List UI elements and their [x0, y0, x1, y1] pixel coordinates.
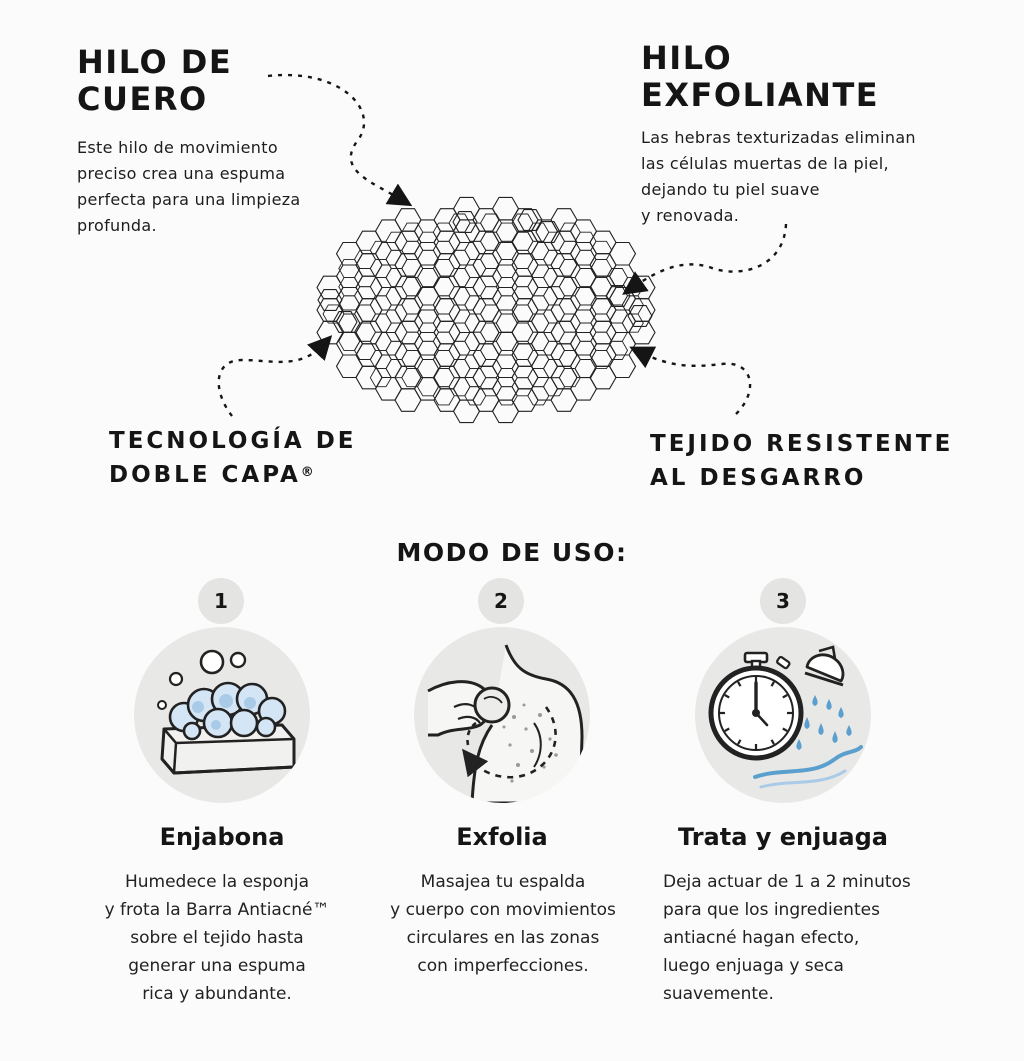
hexagon-cell [532, 288, 558, 311]
registered-mark: ® [300, 465, 317, 480]
hexagon-cell [433, 369, 454, 387]
usage-title: MODO DE USO: [396, 538, 628, 567]
hexagon-cell [473, 209, 499, 232]
hexagon-cell [559, 314, 580, 332]
hexagon-cell [493, 400, 519, 423]
hexagon-cell [339, 259, 360, 277]
hexagon-cell [551, 254, 577, 277]
hexagon-cell [356, 276, 382, 299]
hexagon-cell [512, 209, 538, 232]
hexagon-cell [376, 310, 402, 333]
exfoliant-thread-description: Las hebras texturizadas eliminan las células muertas de la piel, dejando tu piel suave y renovada. [641, 128, 916, 225]
step-1-number: 1 [198, 578, 244, 624]
hexagon-cell [473, 276, 499, 299]
back-scrub-icon [414, 627, 590, 803]
hexagon-cell [493, 310, 519, 333]
hexagon-cell [496, 241, 517, 259]
hexagon-cell [395, 344, 421, 367]
hexagon-cell [454, 310, 480, 333]
hexagon-cell [512, 276, 538, 299]
hexagon-cell [433, 278, 454, 296]
step-1-title: Enjabona [159, 823, 285, 851]
hexagon-cell [496, 332, 517, 350]
hexagon-cell [337, 243, 363, 266]
hexagon-cell [337, 355, 363, 378]
hexagon-mesh-icon [317, 197, 655, 422]
hexagon-cell [376, 355, 402, 378]
stopwatch-shower-icon [695, 627, 871, 803]
hexagon-cell [559, 259, 580, 277]
hexagon-cell [402, 369, 423, 387]
hexagon-cell [473, 389, 499, 412]
step-1-description: Humedece la esponja y frota la Barra Antiacné™ sobre el tejido hasta generar una espuma rica y abundante. [104, 872, 330, 1004]
hexagon-cell [395, 276, 421, 299]
hexagon-cell [591, 332, 612, 350]
hexagon-cell [454, 400, 480, 423]
hexagon-cell [318, 290, 342, 311]
exfoliant-thread-title: HILO EXFOLIANTE [641, 39, 880, 114]
hexagon-cell [395, 254, 421, 277]
hexagon-cell [356, 254, 382, 277]
hexagon-cell [356, 366, 382, 389]
step-2-title: Exfolia [456, 823, 548, 851]
hexagon-cell [434, 344, 460, 367]
step-3-description: Deja actuar de 1 a 2 minutos para que los ingredientes antiacné hagan efecto, luego enjuaga y seca suavemente. [663, 872, 911, 1004]
hexagon-cell [465, 241, 486, 259]
hexagon-cell [528, 296, 549, 314]
step-1-illustration [134, 627, 310, 803]
hexagon-cell [465, 278, 486, 296]
hexagon-cell [395, 299, 421, 322]
leather-thread-title: HILO DE CUERO [77, 43, 233, 118]
hexagon-cell [559, 332, 580, 350]
mesh-diagram [0, 0, 1024, 520]
step-3-illustration [695, 627, 871, 803]
hexagon-cell [370, 278, 391, 296]
hexagon-cell [610, 333, 636, 356]
hexagon-cell [590, 254, 616, 277]
hexagon-cell [376, 378, 402, 401]
hexagon-cell [528, 278, 549, 296]
arrow-to-mesh-top-right [632, 224, 786, 288]
hexagon-cell [559, 223, 580, 241]
hexagon-cell [465, 332, 486, 350]
hexagon-cell [512, 344, 538, 367]
hexagon-cell [434, 299, 460, 322]
hexagon-cell [528, 332, 549, 350]
hexagon-cell [496, 296, 517, 314]
hexagon-cell [356, 299, 382, 322]
step-2-description: Masajea tu espalda y cuerpo con movimientos circulares en las zonas con imperfecciones. [390, 872, 616, 976]
hexagon-cell [591, 259, 612, 277]
hexagon-cell [591, 278, 612, 296]
step-2-illustration [414, 627, 590, 803]
hexagon-cell [434, 254, 460, 277]
hexagon-cell [512, 389, 538, 412]
hexagon-cell [591, 314, 612, 332]
hexagon-cell [493, 355, 519, 378]
hexagon-cell [496, 278, 517, 296]
hexagon-cell [528, 387, 549, 405]
hexagon-cell [559, 241, 580, 259]
hexagon-cell [433, 314, 454, 332]
hexagon-cell [590, 276, 616, 299]
hexagon-cell [473, 344, 499, 367]
step-3-number: 3 [760, 578, 806, 624]
hexagon-cell [473, 254, 499, 277]
hexagon-cell [551, 209, 577, 232]
hexagon-cell [629, 276, 655, 299]
hexagon-cell [356, 344, 382, 367]
hexagon-cell [532, 310, 558, 333]
hexagon-cell [528, 314, 549, 332]
arrow-to-mesh-bottom-right [640, 352, 750, 414]
hexagon-cell [571, 288, 597, 311]
arrow-to-mesh-bottom-left [219, 344, 324, 416]
tear-resistant-feature: TEJIDO RESISTENTE AL DESGARRO [650, 431, 954, 491]
step-2-number: 2 [478, 578, 524, 624]
hexagon-cell [606, 286, 630, 307]
hexagon-cell [628, 306, 652, 327]
hexagon-cell [610, 243, 636, 266]
hexagon-cell [528, 259, 549, 277]
hexagon-cell [434, 389, 460, 412]
step-3-title: Trata y enjuaga [677, 823, 889, 851]
hexagon-cell [551, 299, 577, 322]
hexagon-cell [551, 389, 577, 412]
hexagon-cell [493, 197, 519, 220]
soap-bar-icon [134, 627, 310, 803]
hexagon-cell [551, 344, 577, 367]
hexagon-cell [454, 288, 480, 311]
hexagon-cell [571, 310, 597, 333]
double-layer-feature: TECNOLOGÍA DE DOBLE CAPA® [109, 428, 357, 488]
hexagon-cell [512, 254, 538, 277]
leather-thread-description: Este hilo de movimiento preciso crea una espuma perfecta para una limpieza profunda. [77, 138, 301, 235]
hexagon-cell [590, 366, 616, 389]
hexagon-cell [528, 350, 549, 368]
hexagon-cell [433, 241, 454, 259]
hexagon-cell [473, 299, 499, 322]
hexagon-cell [376, 220, 402, 243]
hexagon-cell [339, 332, 360, 350]
hexagon-cell [433, 332, 454, 350]
hexagon-cell [395, 209, 421, 232]
hexagon-cell [433, 223, 454, 241]
hexagon-cell [571, 378, 597, 401]
hexagon-cell [528, 241, 549, 259]
arrow-to-mesh-top-left [268, 75, 402, 200]
hexagon-cell [402, 223, 423, 241]
hexagon-cell [402, 278, 423, 296]
hexagon-cell [395, 389, 421, 412]
